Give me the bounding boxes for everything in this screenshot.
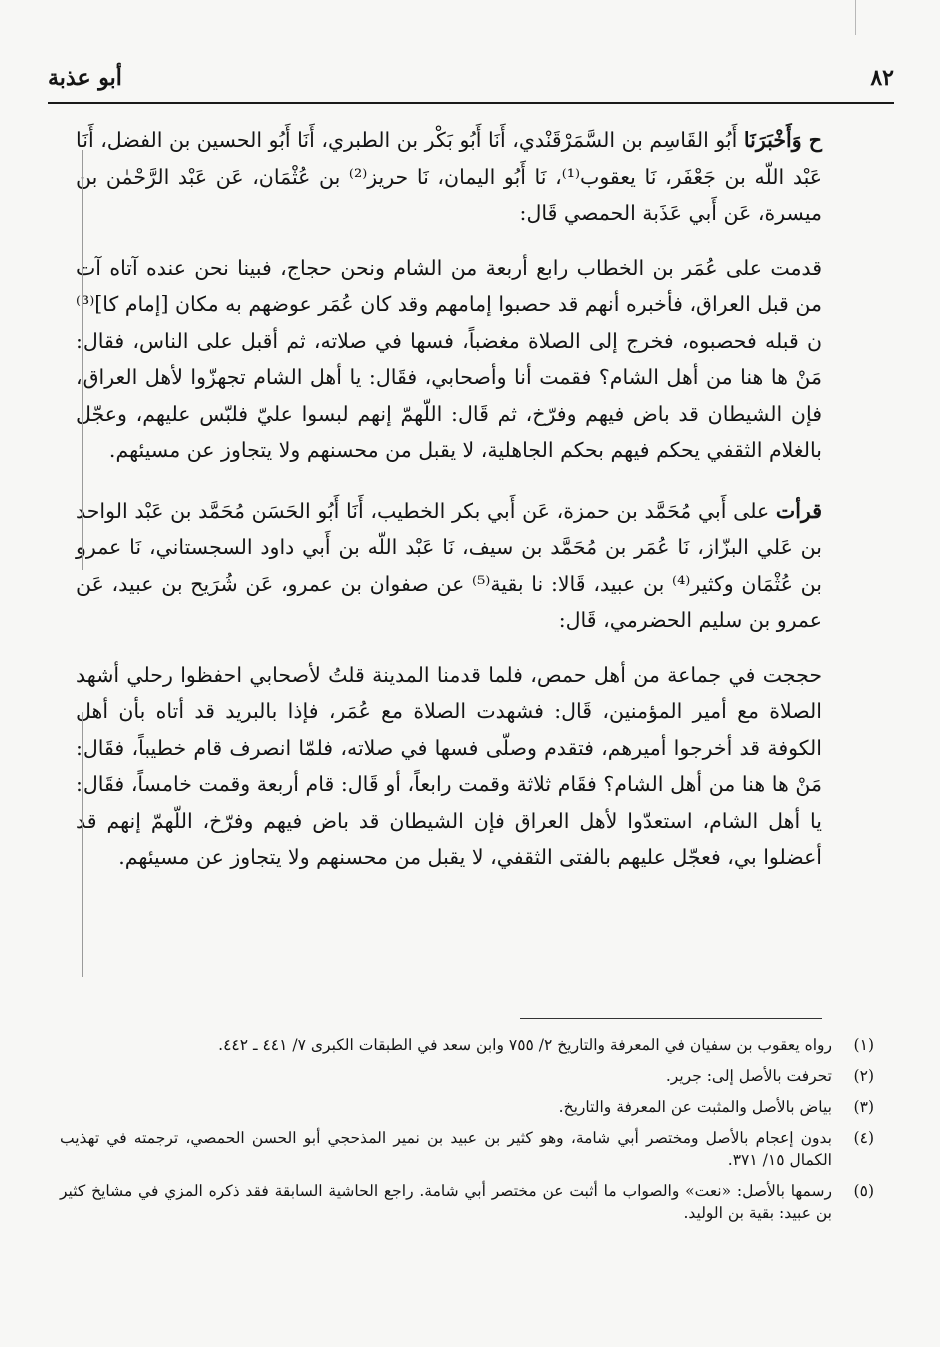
- footnote-number: (٤): [853, 1129, 874, 1147]
- footnote-text: بدون إعجام بالأصل ومختصر أبي شامة، وهو كثير بن عبيد بن نمير المذحجي أبو الحسن الحمصي، ترجمته في تهذيب الكمال ١٥/ ٣٧١.: [60, 1129, 832, 1169]
- scan-edge-line: [855, 0, 856, 35]
- paragraph-isnad-2: [76, 493, 822, 639]
- footnote-4: [60, 1127, 874, 1171]
- footnote-text: رسمها بالأصل: «نعت» والصواب ما أثبت عن مختصر أبي شامة. راجع الحاشية السابقة فقد ذكره المزي في مشايخ كثير بن عبيد: بقية بن الوليد.: [60, 1182, 832, 1222]
- scan-edge-line: [82, 712, 83, 977]
- paragraph-lead: قرأت: [775, 498, 822, 523]
- main-text: [76, 122, 822, 876]
- page-header: [48, 58, 894, 98]
- header-rule: [48, 102, 894, 104]
- paragraph-text: حججت في جماعة من أهل حمص، فلما قدمنا المدينة قلتُ لأصحابي احفظوا رحلي أشهد الصلاة مع أمير المؤمنين، قَال: فشهدت الصلاة مع عُمَر، فإذا بالبريد قد أتاه بأن أهل الكوفة قد أخرجوا أميرهم، فتقدم وصلّى فسها في صلاته، فلمّا انصرف قام خطيباً، فقَال: مَنْ ها هنا من أهل الشام؟ فقَام ثلاثة وقمت رابعاً، أو قَال: قام أربعة وقمت خامساً، فقَال: يا أهل الشام، استعدّوا لأهل العراق فإن الشيطان قد باض فيهم وفرّخ، اللّهمّ إنهم قد أعضلوا بي، فعجّل عليهم بالفتى الثقفي، لا يقبل من محسنهم ولا يتجاوز عن مسيئهم.: [76, 662, 822, 869]
- paragraph-text: قدمت على عُمَر بن الخطاب رابع أربعة من الشام ونحن حجاج، فبينا نحن عنده آتاه آت من قبل العراق، فأخبره أنهم قد حصبوا إمامهم وقد كان عُمَر عوضهم به مكان [إمام كا]⁽³⁾ن قبله فحصبوه، فخرج إلى الصلاة مغضباً، فسها في صلاته، ثم أقبل على الناس، فقال: مَنْ ها هنا من أهل الشام؟ فقمت أنا وأصحابي، فقَال: يا أهل الشام تجهزّوا لأهل العراق، فإن الشيطان قد باض فيهم وفرّخ، ثم قَال: اللّهمّ إنهم لبسوا عليّ فلبّس عليهم، وعجّل بالغلام الثقفي يحكم فيهم بحكم الجاهلية، لا يقبل من محسنهم ولا يتجاوز عن مسيئهم.: [76, 255, 822, 462]
- footnote-2: [60, 1065, 874, 1087]
- page-number: ٨٢: [870, 65, 894, 91]
- footnote-rule: [520, 1018, 822, 1019]
- footnote-number: (٥): [853, 1182, 874, 1200]
- footnote-3: [60, 1096, 874, 1118]
- running-title: أبو عذبة: [48, 65, 122, 91]
- footnote-1: [60, 1034, 874, 1056]
- footnotes: [60, 1034, 874, 1233]
- scan-edge-line: [82, 150, 83, 570]
- footnote-text: رواه يعقوب بن سفيان في المعرفة والتاريخ ٢/ ٧٥٥ وابن سعد في الطبقات الكبرى ٧/ ٤٤١ ـ ٤٤٢.: [218, 1036, 832, 1054]
- footnote-5: [60, 1180, 874, 1224]
- footnote-text: بياض بالأصل والمثبت عن المعرفة والتاريخ.: [558, 1098, 832, 1116]
- paragraph-narration-2: [76, 657, 822, 876]
- footnote-number: (٢): [853, 1067, 874, 1085]
- paragraph-narration-1: [76, 250, 822, 469]
- paragraph-text: أَبُو القَاسِم بن السَّمَرْقَنْدي، أَنَا أَبُو بَكْر بن الطبري، أَنَا أَبُو الحسين بن الفضل، أَنَا عَبْد اللّه بن جَعْفَر، نَا يعقوب⁽¹⁾، نَا أَبُو اليمان، نَا حريز⁽²⁾ بن عُثْمَان، عَن عَبْد الرَّحْمٰن بن ميسرة، عَن أَبي عَذَبة الحمصي قَال:: [76, 128, 822, 225]
- paragraph-text: على أَبي مُحَمَّد بن حمزة، عَن أَبي بكر الخطيب، أَنَا أَبُو الحَسَن مُحَمَّد بن عَبْد الواحد بن عَلي البزّاز، نَا عُمَر بن مُحَمَّد بن سيف، نَا عَبْد اللّه بن أَبي داود السجستاني، نَا عمرو بن عُثْمَان وكثير⁽⁴⁾ بن عبيد، قَالا: نا بقية⁽⁵⁾ عن صفوان بن عمرو، عَن شُرَيح بن عبيد، عَن عمرو بن سليم الحضرمي، قَال:: [76, 498, 822, 632]
- footnote-number: (١): [853, 1036, 874, 1054]
- paragraph-lead: ح وَأَخْبَرَنَا: [743, 128, 823, 152]
- footnote-text: تحرفت بالأصل إلى: جرير.: [665, 1067, 832, 1085]
- paragraph-isnad-1: [76, 122, 822, 232]
- footnote-number: (٣): [853, 1098, 874, 1116]
